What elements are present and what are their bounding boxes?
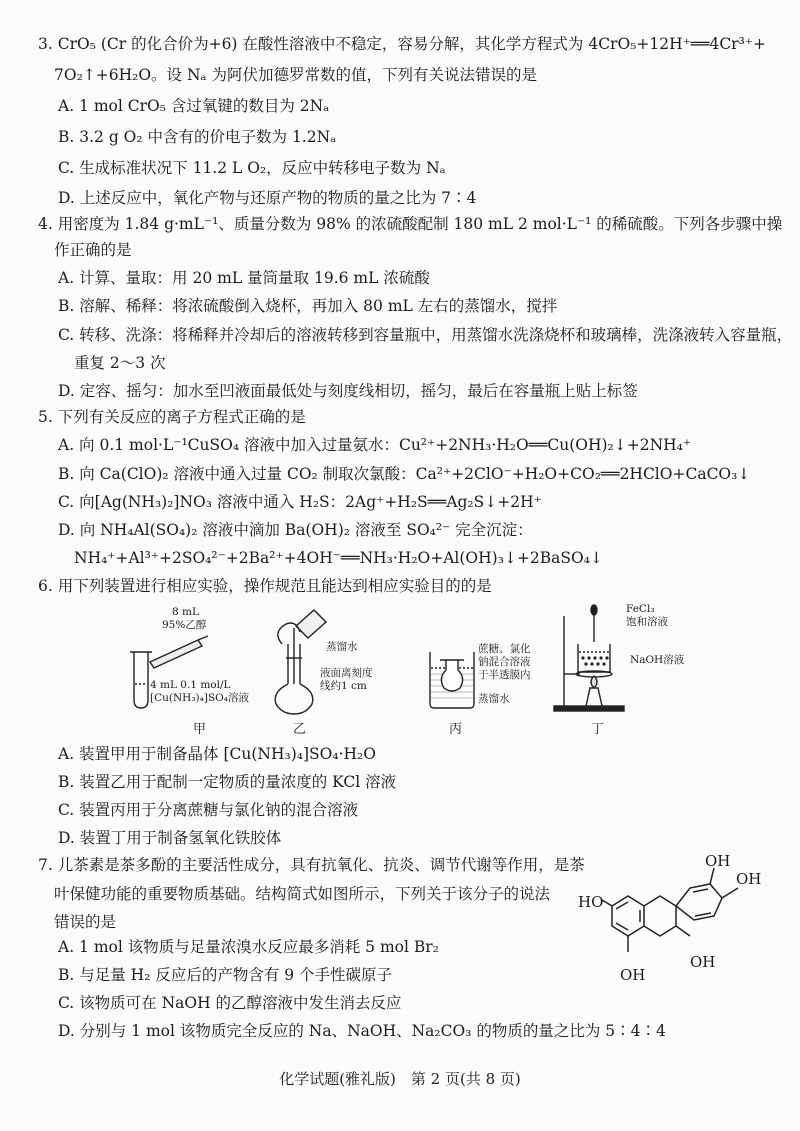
apparatus-ding xyxy=(550,602,628,712)
q3-option-b: B. 3.2 g O₂ 中含有的价电子数为 1.2Nₐ xyxy=(58,128,337,146)
q6-option-b: B. 装置乙用于配制一定物质的量浓度的 KCl 溶液 xyxy=(58,773,397,791)
catechin-ho: HO xyxy=(578,893,604,911)
caption-bing: 丙 xyxy=(449,722,463,737)
bing-label-3: 于半透膜内 xyxy=(478,669,531,681)
q7-option-c: C. 该物质可在 NaOH 的乙醇溶液中发生消去反应 xyxy=(58,994,402,1012)
caption-jia: 甲 xyxy=(193,722,207,737)
q7-stem-line3: 错误的是 xyxy=(54,913,117,931)
q6-option-a: A. 装置甲用于制备晶体 [Cu(NH₃)₄]SO₄·H₂O xyxy=(58,745,376,763)
q3-option-a: A. 1 mol CrO₅ 含过氧键的数目为 2Nₐ xyxy=(58,97,330,115)
yi-label-water: 蒸馏水 xyxy=(326,641,358,653)
apparatus-bing xyxy=(426,648,478,710)
q4-option-a: A. 计算、量取：用 20 mL 量筒量取 19.6 mL 浓硫酸 xyxy=(58,269,430,287)
catechin-oh-2: OH xyxy=(736,870,762,888)
page-footer: 化学试题(雅礼版) 第 2 页(共 8 页) xyxy=(279,1070,521,1088)
q7-stem-line2: 叶保健功能的重要物质基础。结构简式如图所示，下列关于该分子的说法 xyxy=(54,885,551,903)
q4-option-c: C. 转移、洗涤：将稀释并冷却后的溶液转移到容量瓶中，用蒸馏水洗涤烧杯和玻璃棒，洗涤液转入容量瓶， xyxy=(58,326,793,344)
q4-option-b: B. 溶解、稀释：将浓硫酸倒入烧杯，再加入 80 mL 左右的蒸馏水，搅拌 xyxy=(58,297,558,315)
q6-stem: 6. 用下列装置进行相应实验，操作规范且能达到相应实验目的的是 xyxy=(38,577,492,595)
catechin-oh-4: OH xyxy=(620,966,646,984)
q4-stem-line2: 作正确的是 xyxy=(54,241,132,259)
q6-option-c: C. 装置丙用于分离蔗糖与氯化钠的混合溶液 xyxy=(58,801,359,819)
catechin-oh-3: OH xyxy=(690,953,716,971)
q7-stem-line1: 7. 儿茶素是茶多酚的主要活性成分，具有抗氧化、抗炎、调节代谢等作用，是茶 xyxy=(38,856,585,874)
yi-label-cm: 线约1 cm xyxy=(320,680,367,692)
ding-label-naoh: NaOH溶液 xyxy=(630,654,685,666)
q4-option-d: D. 定容、摇匀：加水至凹液面最低处与刻度线相切，摇匀，最后在容量瓶上贴上标签 xyxy=(58,382,638,400)
bing-label-water: 蒸馏水 xyxy=(478,693,510,705)
yi-label-level: 液面离刻度 xyxy=(320,667,373,679)
ding-label-saturated: 饱和溶液 xyxy=(626,616,668,628)
jia-label-ethanol: 95%乙醇 xyxy=(162,619,207,631)
jia-label-conc: 4 mL 0.1 mol/L xyxy=(150,679,231,691)
q3-stem-line1: 3. CrO₅ (Cr 的化合价为+6) 在酸性溶液中不稳定，容易分解，其化学方程式为 4CrO₅+12H⁺══4Cr³⁺+ xyxy=(38,35,766,53)
q4-stem-line1: 4. 用密度为 1.84 g·mL⁻¹、质量分数为 98% 的浓硫酸配制 180 mL 2 mol·L⁻¹ 的稀硫酸。下列各步骤中操 xyxy=(38,215,783,233)
q3-option-c: C. 生成标准状况下 11.2 L O₂，反应中转移电子数为 Nₐ xyxy=(58,159,446,177)
ding-label-fecl3: FeCl₃ xyxy=(626,603,655,615)
q6-option-d: D. 装置丁用于制备氢氧化铁胶体 xyxy=(58,829,282,847)
q5-stem: 5. 下列有关反应的离子方程式正确的是 xyxy=(38,408,306,426)
q5-option-b: B. 向 Ca(ClO)₂ 溶液中通入过量 CO₂ 制取次氯酸：Ca²⁺+2ClO⁻+H₂O+CO₂══2HClO+CaCO₃↓ xyxy=(58,465,751,483)
q5-option-d: D. 向 NH₄Al(SO₄)₂ 溶液中滴加 Ba(OH)₂ 溶液至 SO₄²⁻ 完全沉淀： xyxy=(58,521,533,539)
jia-label-solution: [Cu(NH₃)₄]SO₄溶液 xyxy=(150,692,249,704)
q5-option-d-equation: NH₄⁺+Al³⁺+2SO₄²⁻+2Ba²⁺+4OH⁻══NH₃·H₂O+Al(OH)₃↓+2BaSO₄↓ xyxy=(74,549,603,567)
q7-option-b: B. 与足量 H₂ 反应后的产物含有 9 个手性碳原子 xyxy=(58,966,393,984)
catechin-oh-1: OH xyxy=(705,852,731,870)
apparatus-yi xyxy=(268,604,328,716)
caption-ding: 丁 xyxy=(591,722,605,737)
q3-stem-line2: 7O₂↑+6H₂O。设 Nₐ 为阿伏加德罗常数的值，下列有关说法错误的是 xyxy=(54,66,537,84)
q5-option-c: C. 向[Ag(NH₃)₂]NO₃ 溶液中通入 H₂S：2Ag⁺+H₂S══Ag₂S↓+2H⁺ xyxy=(58,493,542,511)
q3-option-d: D. 上述反应中，氧化产物与还原产物的物质的量之比为 7∶4 xyxy=(58,189,477,207)
jia-label-volume: 8 mL xyxy=(172,606,199,618)
q7-option-d: D. 分别与 1 mol 该物质完全反应的 Na、NaOH、Na₂CO₃ 的物质的量之比为 5∶4∶4 xyxy=(58,1022,666,1040)
q7-option-a: A. 1 mol 该物质与足量浓溴水反应最多消耗 5 mol Br₂ xyxy=(58,938,439,956)
q5-option-a: A. 向 0.1 mol·L⁻¹CuSO₄ 溶液中加入过量氨水：Cu²⁺+2NH₃·H₂O══Cu(OH)₂↓+2NH₄⁺ xyxy=(58,436,692,454)
caption-yi: 乙 xyxy=(293,722,307,737)
q4-option-c-cont: 重复 2～3 次 xyxy=(74,354,166,372)
bing-label-1: 蔗糖、氯化 xyxy=(478,643,531,655)
bing-label-2: 钠混合溶液 xyxy=(478,656,531,668)
